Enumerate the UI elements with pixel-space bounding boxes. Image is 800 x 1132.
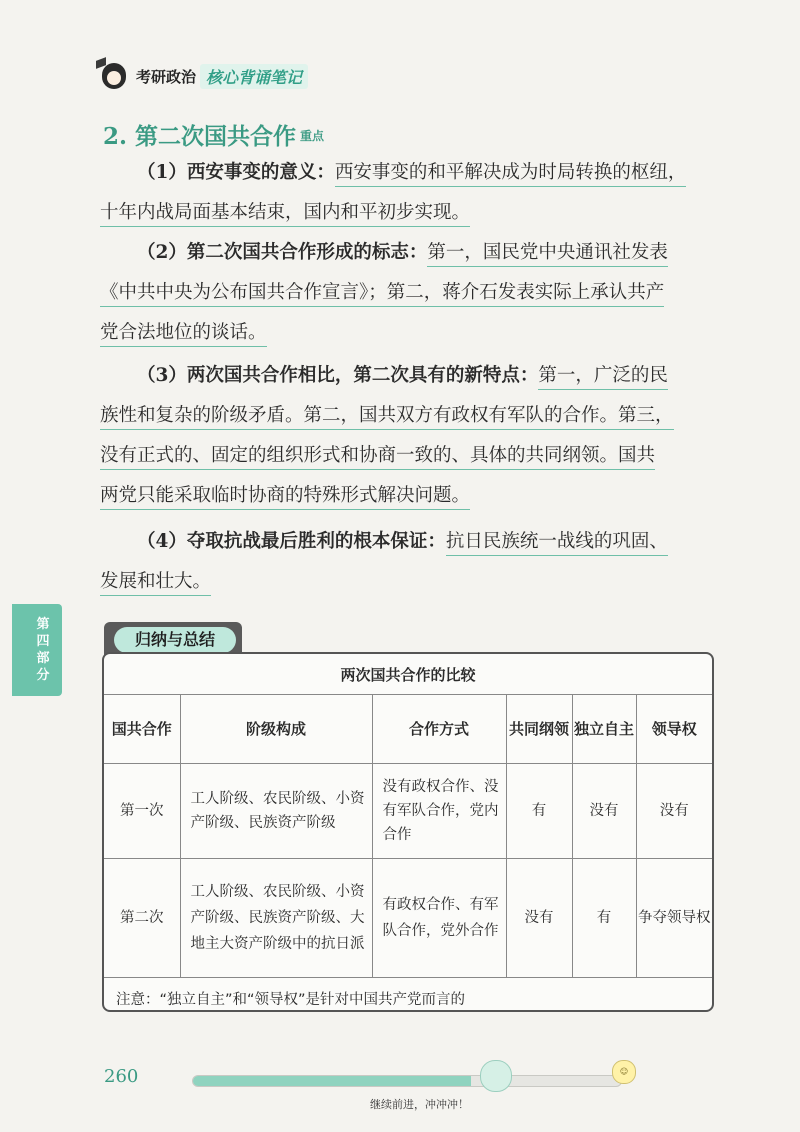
table-cell: 第二次: [104, 859, 180, 978]
table-cell: 没有: [572, 764, 636, 859]
table-cell: 工人阶级、农民阶级、小资产阶级、民族资产阶级: [180, 764, 372, 859]
table-cell: 争夺领导权: [636, 859, 712, 978]
p3-line1: 第一，广泛的民: [538, 365, 668, 390]
table-cell: 工人阶级、农民阶级、小资产阶级、民族资产阶级、大地主大资产阶级中的抗日派: [180, 859, 372, 978]
table-cell: 第一次: [104, 764, 180, 859]
table-row: [104, 764, 712, 859]
header-cooperation: 国共合作: [104, 695, 180, 764]
footer-slogan: 继续前进，冲冲冲！: [370, 1098, 469, 1111]
p2-line3: 党合法地位的谈话。: [100, 322, 267, 347]
page-header: [96, 56, 308, 96]
paragraph-victory-guarantee: [100, 522, 712, 602]
p3-line2: 族性和复杂的阶级矛盾。第二，国共双方有政权有军队的合作。第三，: [100, 405, 674, 430]
reading-progress-bar: [192, 1075, 622, 1087]
paragraph-new-features: [100, 356, 712, 516]
table-cell: 有政权合作、有军队合作，党外合作: [372, 859, 506, 978]
header-leadership: 领导权: [636, 695, 712, 764]
part-side-tab-label: 第四部分: [36, 617, 50, 683]
table-caption: 两次国共合作的比较: [104, 654, 712, 695]
table-note: 注意：“独立自主”和“领导权”是针对中国共产党而言的: [104, 978, 712, 1013]
header-independence: 独立自主: [572, 695, 636, 764]
header-class-composition: 阶级构成: [180, 695, 372, 764]
p4-line2: 发展和壮大。: [100, 571, 211, 596]
p4-line1: 抗日民族统一战线的巩固、: [446, 531, 668, 556]
p4-label: （4）夺取抗战最后胜利的根本保证：: [137, 531, 446, 552]
table-cell: 没有: [506, 859, 572, 978]
progress-end-icon: ☺: [612, 1060, 636, 1084]
header-common-program: 共同纲领: [506, 695, 572, 764]
p3-line3: 没有正式的、固定的组织形式和协商一致的、具体的共同纲领。国共: [100, 445, 655, 470]
summary-badge: 归纳与总结: [114, 627, 236, 653]
paragraph-xian-incident: [100, 153, 712, 233]
table-cell: 有: [572, 859, 636, 978]
p3-label: （3）两次国共合作相比，第二次具有的新特点：: [137, 365, 539, 386]
p3-line4: 两党只能采取临时协商的特殊形式解决问题。: [100, 485, 470, 510]
paragraph-cooperation-marks: [100, 233, 712, 353]
mascot-icon: [96, 59, 130, 93]
reading-progress-fill: [193, 1076, 471, 1086]
header-title: 核心背诵笔记: [200, 64, 308, 89]
p2-line1: 第一，国民党中央通讯社发表: [427, 242, 668, 267]
p1-line1: 西安事变的和平解决成为时局转换的枢纽，: [335, 162, 687, 187]
mascot-blob-icon: [480, 1060, 512, 1092]
header-series: 考研政治: [136, 67, 197, 86]
key-point-tag: 重点: [300, 129, 325, 143]
table-cell: 没有: [636, 764, 712, 859]
table-cell: 没有政权合作、没有军队合作，党内合作: [372, 764, 506, 859]
table-row: [104, 859, 712, 978]
p1-line2: 十年内战局面基本结束，国内和平初步实现。: [100, 202, 470, 227]
section-title: 2. 第二次国共合作: [103, 123, 297, 150]
header-cooperation-mode: 合作方式: [372, 695, 506, 764]
p2-label: （2）第二次国共合作形成的标志：: [137, 242, 428, 263]
p2-line2: 《中共中央为公布国共合作宣言》；第二，蒋介石发表实际上承认共产: [100, 282, 664, 307]
page-number: 260: [104, 1066, 139, 1087]
table-cell: 有: [506, 764, 572, 859]
comparison-table: [102, 652, 714, 1012]
p1-label: （1）西安事变的意义：: [137, 162, 335, 183]
